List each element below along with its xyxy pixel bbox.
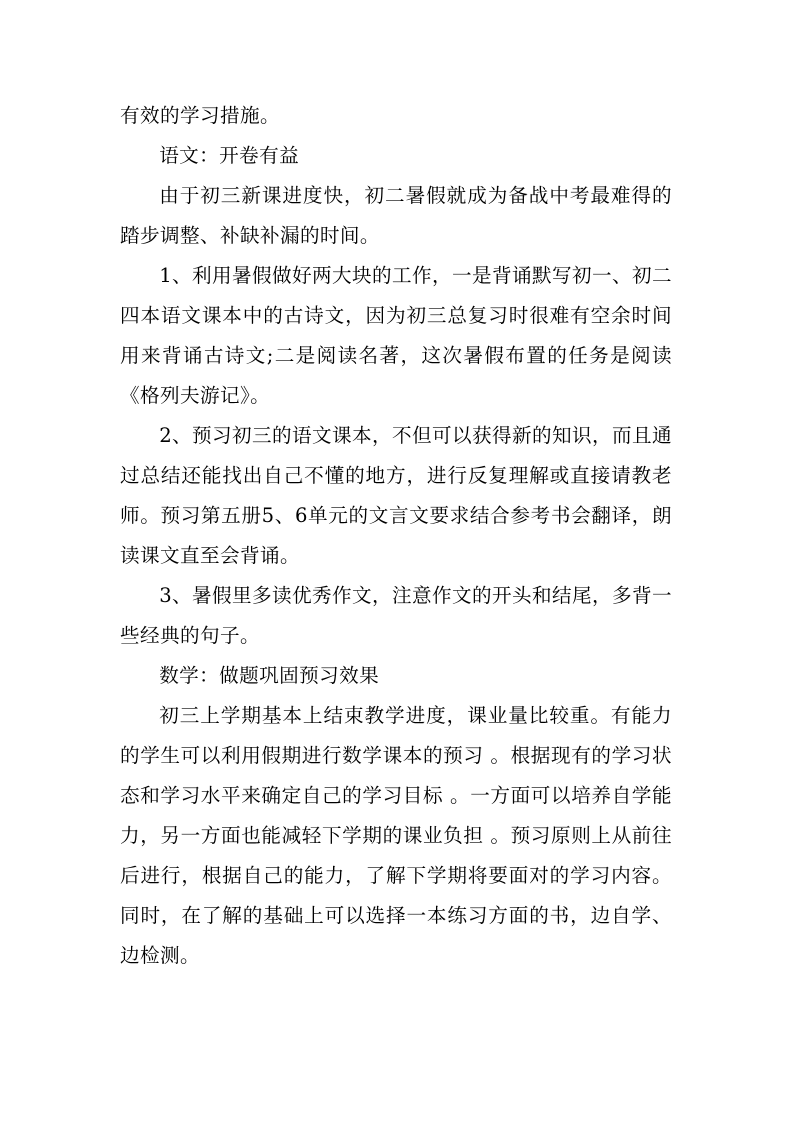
paragraph-chinese-item-1: 1、利用暑假做好两大块的工作，一是背诵默写初一、初二四本语文课本中的古诗文，因为初三总复习时很难有空余时间用来背诵古诗文;二是阅读名著，这次暑假布置的任务是阅读《格列夫游记》。 xyxy=(120,264,672,407)
paragraph-chinese-item-2: 2、预习初三的语文课本，不但可以获得新的知识，而且通过总结还能找出自己不懂的地方，进行反复理解或直接请教老师。预习第五册5、6单元的文言文要求结合参考书会翻译，朗读课文直至会背诵。 xyxy=(120,424,672,567)
paragraph-chinese-item-3: 3、暑假里多读优秀作文，注意作文的开头和结尾，多背一些经典的句子。 xyxy=(120,584,672,647)
paragraph-math: 初三上学期基本上结束教学进度，课业量比较重。有能力的学生可以利用假期进行数学课本的预习 。根据现有的学习状态和学习水平来确定自己的学习目标 。一方面可以培养自学能力，另一方面也能减轻下学期的课业负担 。预习原则上从前往后进行，根据自己的能力，了解下学期将要面对的学习内容。同时，在了解的基础上可以选择一本练习方面的书，边自学、边检测。 xyxy=(120,704,672,967)
paragraph-continuation: 有效的学习措施。 xyxy=(120,104,280,127)
document-body xyxy=(120,96,672,976)
paragraph-chinese-intro: 由于初三新课进度快，初二暑假就成为备战中考最难得的踏步调整、补缺补漏的时间。 xyxy=(120,184,672,247)
section-heading-math: 数学：做题巩固预习效果 xyxy=(159,664,380,687)
section-heading-chinese: 语文：开卷有益 xyxy=(159,144,300,167)
